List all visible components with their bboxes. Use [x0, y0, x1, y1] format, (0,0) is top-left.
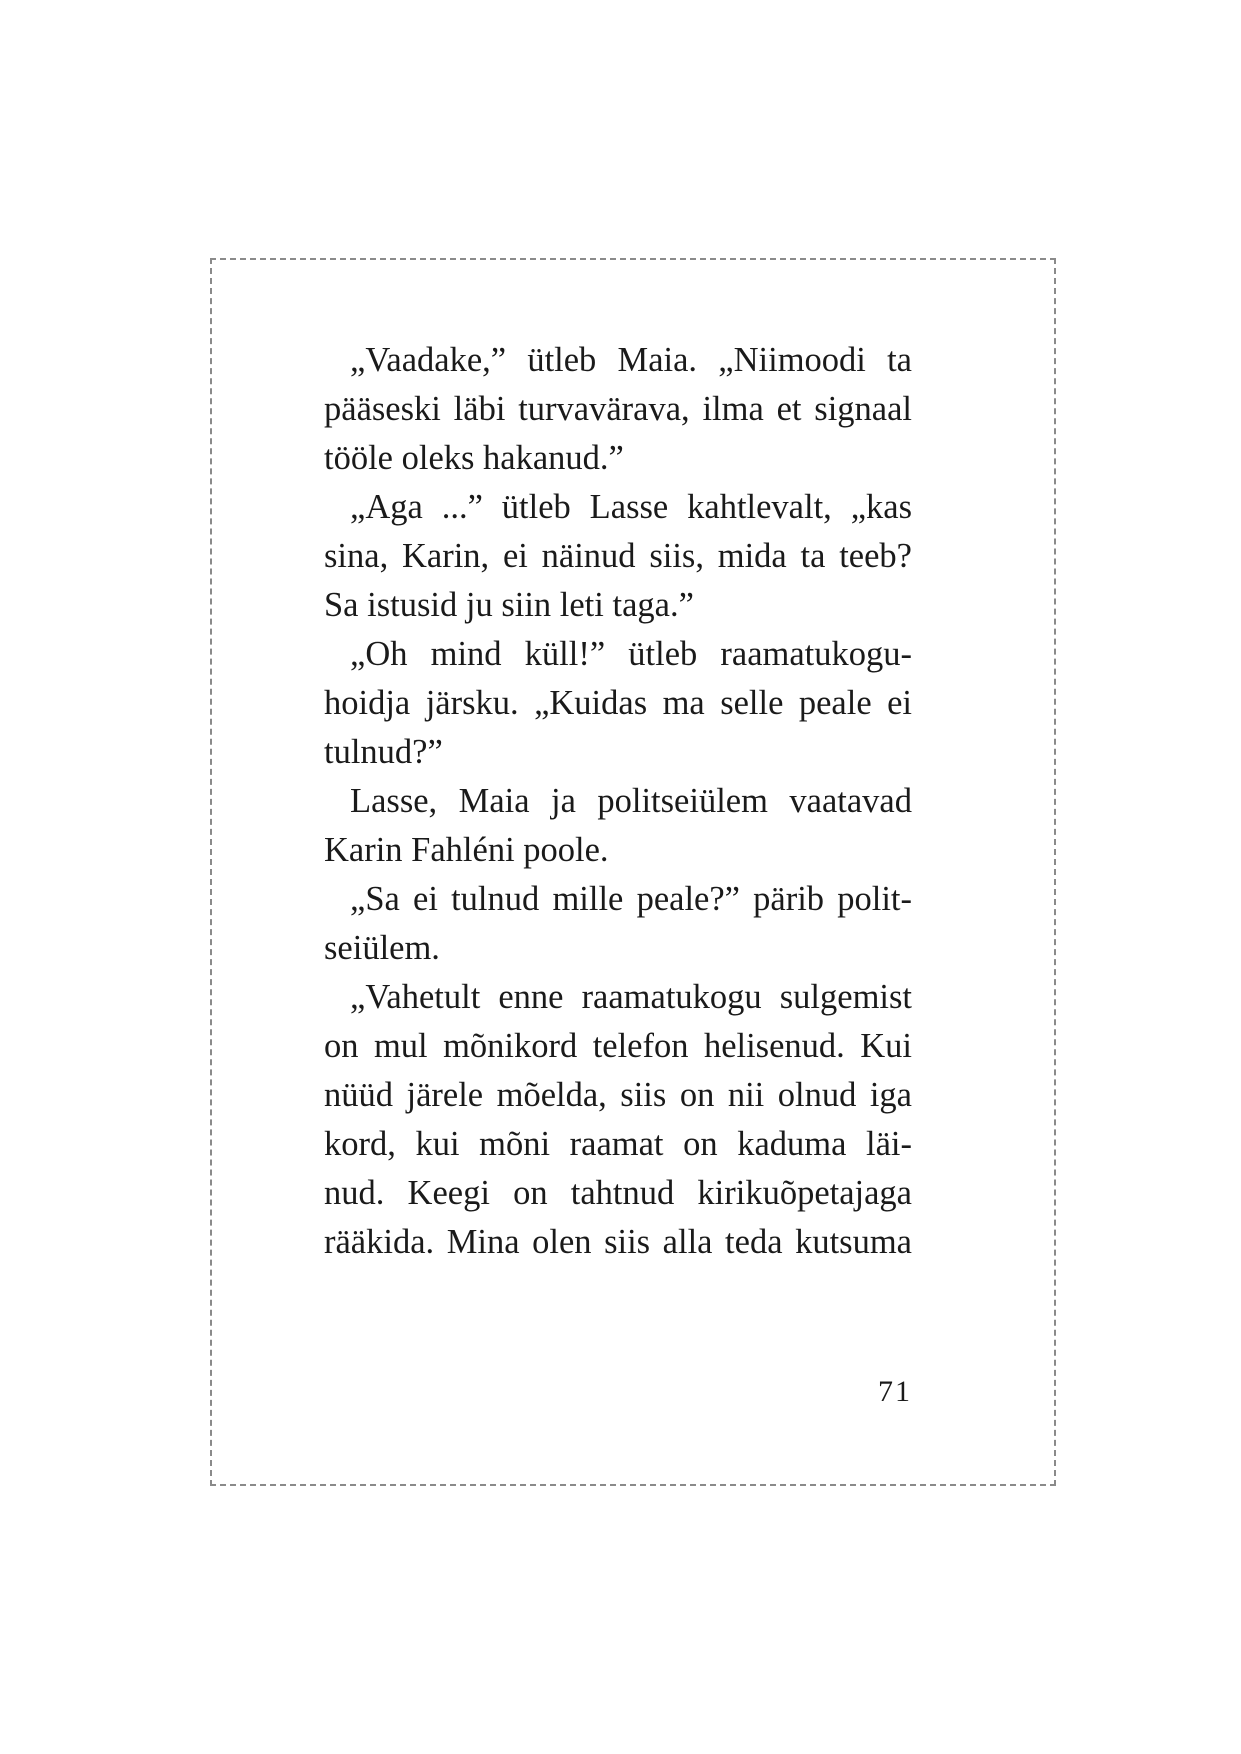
text-line: seiülem.: [324, 929, 440, 967]
text-line: „Vaadake,” ütleb Maia. „Niimoodi ta: [350, 341, 912, 379]
text-line: Karin Fahléni poole.: [324, 831, 609, 869]
page-body-text: [324, 336, 912, 1267]
text-line: rääkida. Mina olen siis alla teda kutsuma: [324, 1223, 912, 1261]
text-line: „Aga ...” ütleb Lasse kahtlevalt, „kas: [350, 488, 912, 526]
text-line: nüüd järele mõelda, siis on nii olnud iga: [324, 1076, 912, 1114]
text-line: „Sa ei tulnud mille peale?” pärib polit-: [350, 880, 912, 918]
text-line: Lasse, Maia ja politseiülem vaatavad: [350, 782, 912, 820]
text-line: tööle oleks hakanud.”: [324, 439, 624, 477]
page-number: 71: [878, 1375, 912, 1408]
text-line: sina, Karin, ei näinud siis, mida ta teeb?: [324, 537, 912, 575]
text-line: hoidja järsku. „Kuidas ma selle peale ei: [324, 684, 912, 722]
text-line: pääseski läbi turvavärava, ilma et signaal: [324, 390, 912, 428]
text-line: „Oh mind küll!” ütleb raamatukogu-: [350, 635, 912, 673]
text-line: nud. Keegi on tahtnud kirikuõpetajaga: [324, 1174, 912, 1212]
text-line: tulnud?”: [324, 733, 443, 771]
text-line: on mul mõnikord telefon helisenud. Kui: [324, 1027, 912, 1065]
text-line: „Vahetult enne raamatukogu sulgemist: [350, 978, 912, 1016]
text-line: Sa istusid ju siin leti taga.”: [324, 586, 694, 624]
text-line: kord, kui mõni raamat on kaduma läi-: [324, 1125, 912, 1163]
